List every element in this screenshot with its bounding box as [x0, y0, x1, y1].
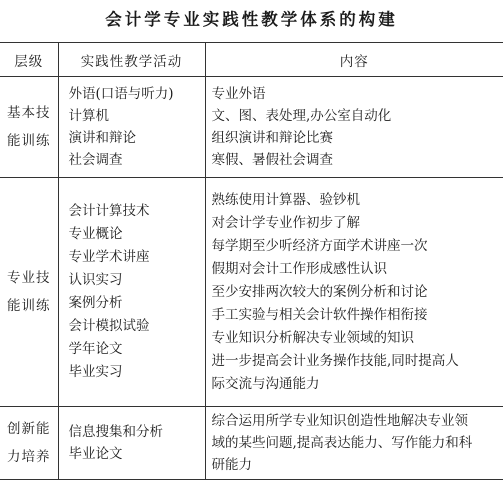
- level-cell: [0, 407, 58, 480]
- level-text: 专业技: [7, 270, 51, 286]
- activities-cell: [58, 77, 205, 178]
- content-item: 每学期至少听经济方面学术讲座一次: [211, 237, 428, 254]
- content-item: 文、图、表处理,办公室自动化: [211, 108, 392, 124]
- content-item: 寒假、暑假社会调查: [211, 152, 333, 168]
- activity-item: 学年论文: [68, 341, 123, 357]
- content-item: 际交流与沟通能力: [211, 375, 320, 392]
- activity-item: 会计模拟试验: [68, 318, 150, 334]
- level-cell: [0, 178, 58, 407]
- level-cell: [0, 77, 58, 178]
- content-item: 研能力: [211, 457, 252, 473]
- activity-item: 专业学术讲座: [68, 249, 150, 265]
- activity-item: 外语(口语与听力): [68, 86, 174, 102]
- activities-cell: [58, 407, 205, 480]
- level-text: 能训练: [7, 298, 51, 314]
- content-list: [206, 83, 503, 171]
- activities-list: [59, 200, 205, 384]
- activities-list: [59, 421, 205, 465]
- content-list: [206, 189, 503, 396]
- content-item: 专业知识分析解决专业领域的知识: [211, 329, 414, 346]
- activities-list: [59, 83, 205, 171]
- content-item: 专业外语: [211, 86, 266, 102]
- level-text: 基本技: [7, 105, 51, 121]
- activities-cell: [58, 178, 205, 407]
- page-title: 会计学专业实践性教学体系的构建: [105, 10, 398, 29]
- activity-item: 专业概论: [68, 226, 123, 242]
- header-level: 层级: [0, 43, 58, 77]
- table-row-professional-skills: [0, 178, 503, 407]
- content-item: 手工实验与相关会计软件操作相衔接: [211, 306, 428, 323]
- content-cell: [205, 407, 503, 480]
- header-content: 内容: [205, 43, 503, 77]
- activity-item: 会计计算技术: [68, 203, 150, 219]
- content-item: 对会计学专业作初步了解: [211, 214, 360, 231]
- level-text: 创新能: [7, 421, 51, 437]
- content-item: 域的某些问题,提高表达能力、写作能力和科: [211, 435, 473, 451]
- activity-item: 案例分析: [68, 295, 123, 311]
- activity-item: 社会调查: [68, 152, 123, 168]
- table-row-basic-skills: [0, 77, 503, 178]
- content-item: 综合运用所学专业知识创造性地解决专业领: [211, 413, 468, 429]
- activity-item: 演讲和辩论: [68, 130, 136, 146]
- activity-item: 毕业实习: [68, 364, 123, 380]
- activity-item: 认识实习: [68, 272, 123, 288]
- header-activities: 实践性教学活动: [58, 43, 205, 77]
- activity-item: 计算机: [68, 108, 109, 124]
- table-header-row: [0, 43, 503, 77]
- content-item: 组织演讲和辩论比赛: [211, 130, 333, 146]
- table-row-innovation: [0, 407, 503, 480]
- content-cell: [205, 77, 503, 178]
- content-item: 至少安排两次较大的案例分析和讨论: [211, 283, 428, 300]
- activity-item: 信息搜集和分析: [68, 424, 163, 440]
- content-cell: [205, 178, 503, 407]
- content-list: [206, 410, 503, 476]
- activity-item: 毕业论文: [68, 446, 123, 462]
- level-text: 能训练: [7, 133, 51, 149]
- practice-teaching-table: [0, 42, 503, 480]
- content-item: 假期对会计工作形成感性认识: [211, 260, 387, 277]
- content-item: 熟练使用计算器、验钞机: [211, 191, 360, 208]
- content-item: 进一步提高会计业务操作技能,同时提高人: [211, 352, 459, 369]
- level-text: 力培养: [7, 449, 51, 465]
